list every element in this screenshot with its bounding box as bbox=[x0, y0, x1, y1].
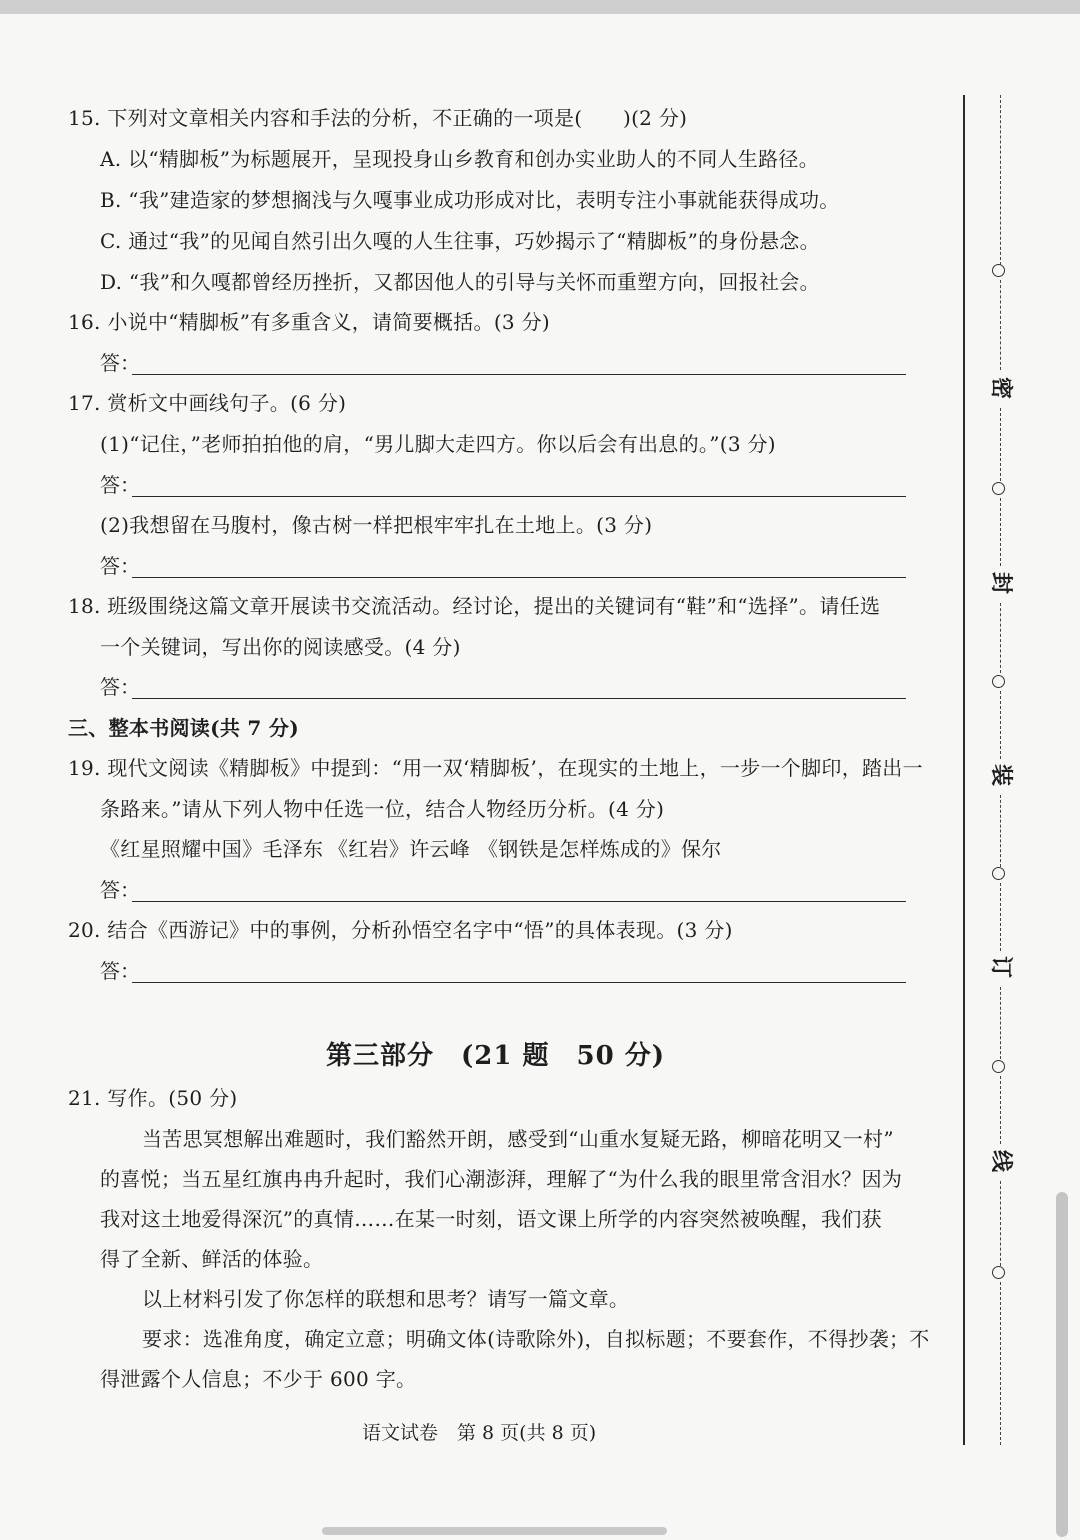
binding-margin-line bbox=[963, 95, 965, 1445]
q21-material-line-3: 我对这土地爱得深沉”的真情……在某一时刻，语文课上所学的内容突然被唤醒，我们获 bbox=[100, 1207, 882, 1231]
q19-line2: 条路来。”请从下列人物中任选一位，结合人物经历分析。(4 分) bbox=[100, 797, 665, 821]
binding-circle bbox=[992, 867, 1005, 880]
binding-dash bbox=[1000, 987, 1001, 1059]
binding-char-ding: 订 bbox=[988, 955, 1014, 978]
part-3-title: 第三部分 (21 题 50 分) bbox=[326, 1041, 666, 1071]
q15-option-c: C. 通过“我”的见闻自然引出久嘎的人生往事，巧妙揭示了“精脚板”的身份悬念。 bbox=[100, 229, 820, 253]
q21-requirements-line-1: 要求：选准角度，确定立意；明确文体(诗歌除外)，自拟标题；不要套作，不得抄袭；不 bbox=[142, 1327, 930, 1351]
binding-dash bbox=[1000, 1181, 1001, 1266]
q19-answer-line[interactable] bbox=[132, 901, 906, 902]
binding-dash bbox=[1000, 1076, 1001, 1144]
q19-book-1: 《红星照耀中国》毛泽东 bbox=[100, 837, 324, 861]
q19-book-3: 《钢铁是怎样炼成的》保尔 bbox=[478, 837, 722, 861]
q19-answer-label: 答： bbox=[100, 878, 140, 902]
q21-material-line-4: 得了全新、鲜活的体验。 bbox=[100, 1247, 324, 1271]
scrollbar-thumb[interactable] bbox=[1056, 1192, 1068, 1537]
q16-answer-line[interactable] bbox=[132, 374, 906, 375]
q21-prompt: 以上材料引发了你怎样的联想和思考？请写一篇文章。 bbox=[142, 1287, 630, 1311]
q17-2-answer-label: 答： bbox=[100, 554, 140, 578]
q15-option-b: B. “我”建造家的梦想搁浅与久嘎事业成功形成对比，表明专注小事就能获得成功。 bbox=[100, 188, 840, 212]
q16-answer-label: 答： bbox=[100, 351, 140, 375]
page-footer: 语文试卷 第 8 页(共 8 页) bbox=[362, 1422, 597, 1444]
q21-material-line-1: 当苦思冥想解出难题时，我们豁然开朗，感受到“山重水复疑无路，柳暗花明又一村” bbox=[142, 1127, 894, 1151]
binding-dash bbox=[1000, 1282, 1001, 1445]
q16-stem: 16. 小说中“精脚板”有多重含义，请简要概括。(3 分) bbox=[68, 310, 551, 334]
q15-stem: 15. 下列对文章相关内容和手法的分析，不正确的一项是( )(2 分) bbox=[68, 106, 688, 130]
section-3-title: 三、整本书阅读(共 7 分) bbox=[68, 716, 299, 740]
q19-line1: 19. 现代文阅读《精脚板》中提到：“用一双‘精脚板’，在现实的土地上，一步一个脚印，踏出一 bbox=[68, 756, 923, 780]
q17-stem: 17. 赏析文中画线句子。(6 分) bbox=[68, 391, 347, 415]
binding-dash bbox=[1000, 498, 1001, 566]
binding-char-xian: 线 bbox=[988, 1149, 1014, 1172]
q21-stem: 21. 写作。(50 分) bbox=[68, 1086, 238, 1110]
q18-answer-label: 答： bbox=[100, 675, 140, 699]
binding-circle bbox=[992, 482, 1005, 495]
q15-option-d: D. “我”和久嘎都曾经历挫折，又都因他人的引导与关怀而重塑方向，回报社会。 bbox=[100, 270, 820, 294]
binding-char-zhuang: 装 bbox=[988, 763, 1014, 786]
binding-dash bbox=[1000, 95, 1001, 265]
binding-char-feng: 封 bbox=[988, 571, 1014, 594]
q21-material-line-2: 的喜悦；当五星红旗冉冉升起时，我们心潮澎湃，理解了“为什么我的眼里常含泪水？因为 bbox=[100, 1167, 903, 1191]
q19-book-2: 《红岩》许云峰 bbox=[328, 837, 471, 861]
q21-requirements-line-2: 得泄露个人信息；不少于 600 字。 bbox=[100, 1367, 417, 1391]
binding-circle bbox=[992, 1266, 1005, 1279]
q17-2-answer-line[interactable] bbox=[132, 577, 906, 578]
q17-sub2: (2)我想留在马腹村，像古树一样把根牢牢扎在土地上。(3 分) bbox=[100, 513, 653, 537]
binding-dash bbox=[1000, 603, 1001, 673]
q17-1-answer-line[interactable] bbox=[132, 496, 906, 497]
top-status-bar bbox=[0, 0, 1080, 14]
q18-line1: 18. 班级围绕这篇文章开展读书交流活动。经讨论，提出的关键词有“鞋”和“选择”。请任选 bbox=[68, 594, 881, 618]
q20-stem: 20. 结合《西游记》中的事例，分析孙悟空名字中“悟”的具体表现。(3 分) bbox=[68, 918, 733, 942]
q17-sub1: (1)“记住，”老师拍拍他的肩，“男儿脚大走四方。你以后会有出息的。”(3 分) bbox=[100, 432, 776, 456]
q18-line2: 一个关键词，写出你的阅读感受。(4 分) bbox=[100, 635, 461, 659]
q20-answer-line[interactable] bbox=[132, 982, 906, 983]
binding-dash bbox=[1000, 795, 1001, 867]
q15-option-a: A. 以“精脚板”为标题展开，呈现投身山乡教育和创办实业助人的不同人生路径。 bbox=[100, 147, 820, 171]
binding-circle bbox=[992, 1060, 1005, 1073]
q20-answer-label: 答： bbox=[100, 959, 140, 983]
binding-dash bbox=[1000, 883, 1001, 951]
binding-dash bbox=[1000, 408, 1001, 481]
binding-circle bbox=[992, 675, 1005, 688]
home-indicator[interactable] bbox=[322, 1527, 667, 1535]
binding-char-mi: 密 bbox=[988, 376, 1014, 399]
binding-dash bbox=[1000, 280, 1001, 370]
q17-1-answer-label: 答： bbox=[100, 473, 140, 497]
binding-circle bbox=[992, 264, 1005, 277]
binding-dash bbox=[1000, 691, 1001, 759]
q18-answer-line[interactable] bbox=[132, 698, 906, 699]
